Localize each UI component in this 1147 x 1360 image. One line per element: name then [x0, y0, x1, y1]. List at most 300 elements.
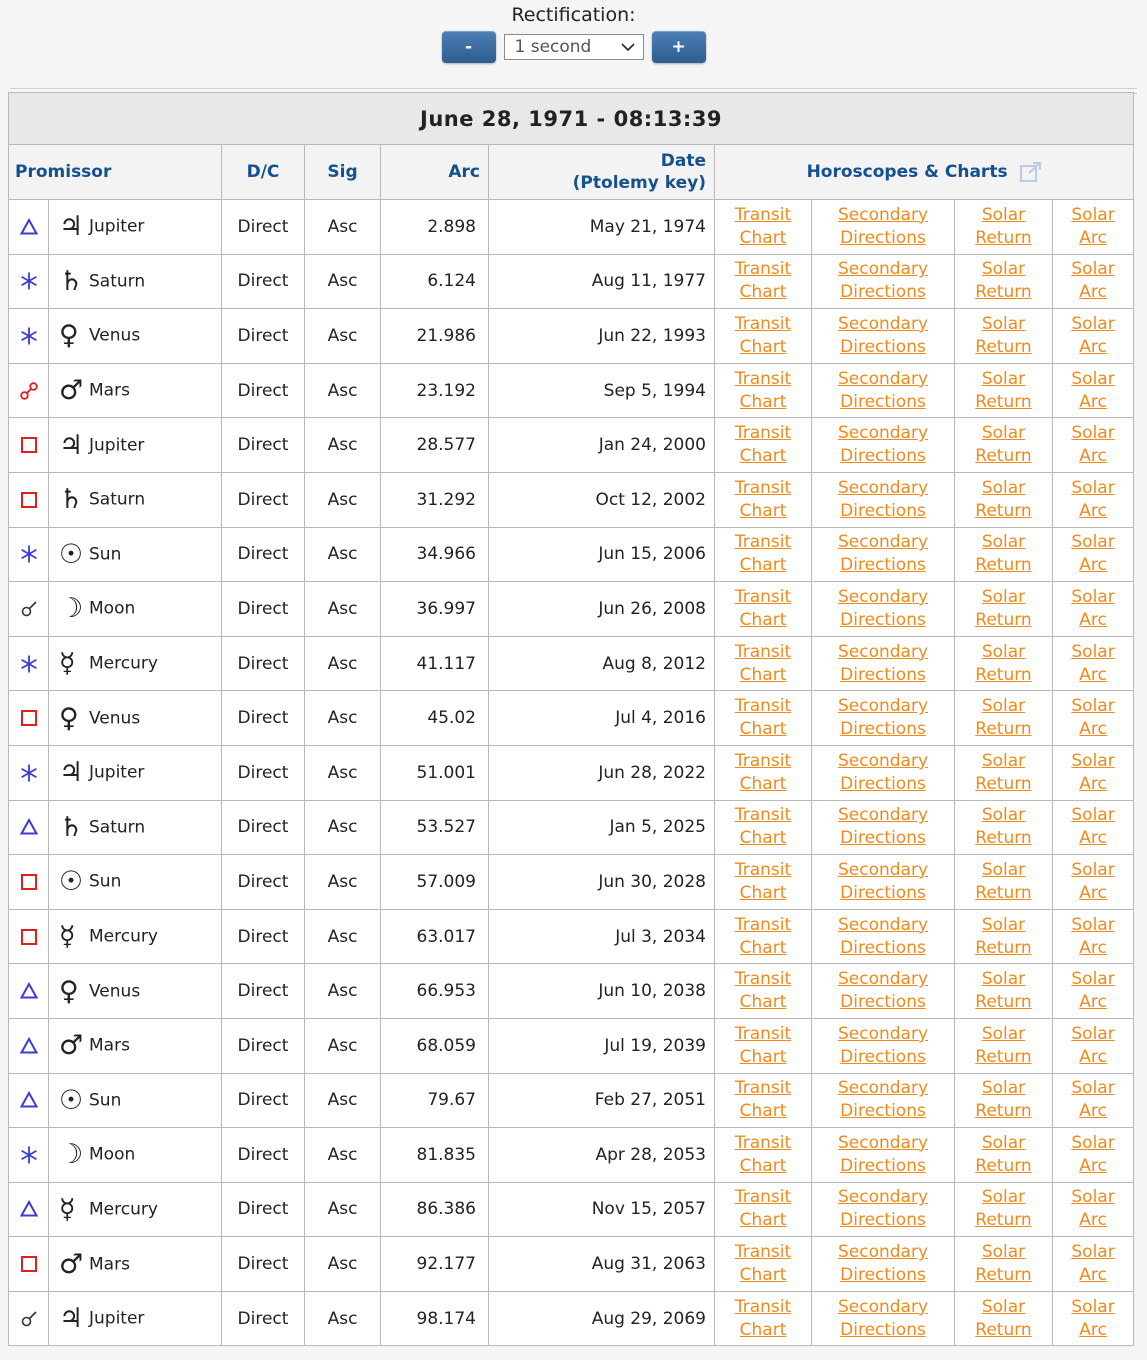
sig-cell: Asc — [305, 309, 381, 364]
link-line: Directions — [840, 882, 926, 903]
planet-name: Jupiter — [89, 435, 145, 456]
solar-return-cell — [955, 1073, 1053, 1128]
dc-cell: Direct — [222, 1237, 305, 1292]
secondary-directions-cell — [812, 582, 955, 637]
secondary-directions-link[interactable] — [838, 423, 928, 466]
rectify-plus-button[interactable]: + — [652, 31, 706, 63]
sig-cell: Asc — [305, 200, 381, 255]
dc-cell: Direct — [222, 909, 305, 964]
link-line: Chart — [739, 937, 787, 958]
solar-return-link[interactable] — [975, 860, 1031, 903]
sig-cell: Asc — [305, 1018, 381, 1073]
transit-chart-link[interactable] — [735, 369, 791, 412]
planet-cell — [49, 472, 222, 527]
date-cell: Jan 5, 2025 — [489, 800, 715, 855]
solar-return-link[interactable] — [975, 696, 1031, 739]
date-cell: Jun 28, 2022 — [489, 745, 715, 800]
planet-name: Mars — [89, 380, 130, 401]
link-line: Solar — [981, 914, 1026, 935]
solar-return-cell — [955, 1018, 1053, 1073]
arc-cell: 66.953 — [381, 964, 489, 1019]
planet-glyph-icon: ♂ — [59, 1030, 84, 1062]
transit-chart-link[interactable] — [735, 587, 791, 630]
solar-return-cell — [955, 636, 1053, 691]
link-line: Return — [975, 1155, 1032, 1176]
planet-cell — [49, 964, 222, 1019]
link-line: Transit — [734, 750, 792, 771]
link-line: Secondary — [837, 1078, 929, 1099]
table-row — [9, 1182, 1134, 1237]
secondary-directions-link[interactable] — [838, 969, 928, 1012]
link-line: Directions — [840, 828, 926, 849]
transit-chart-link[interactable] — [735, 1133, 791, 1176]
transit-chart-link[interactable] — [735, 1078, 791, 1121]
link-line: Chart — [739, 1155, 787, 1176]
secondary-directions-link[interactable] — [838, 1297, 928, 1340]
solar-return-link[interactable] — [975, 314, 1031, 357]
solar-return-cell — [955, 855, 1053, 910]
planet-glyph-icon: ♀ — [59, 702, 79, 734]
secondary-directions-link[interactable] — [838, 1133, 928, 1176]
secondary-directions-link[interactable] — [838, 478, 928, 521]
solar-arc-cell — [1053, 1073, 1134, 1128]
transit-chart-link[interactable] — [735, 259, 791, 302]
solar-arc-link[interactable] — [1071, 1187, 1114, 1230]
link-line: Chart — [739, 609, 787, 630]
planet-glyph-icon: ☉ — [59, 1084, 84, 1116]
rectification-controls — [0, 31, 1147, 63]
aspect-cell — [9, 1073, 49, 1128]
solar-arc-link[interactable] — [1071, 642, 1114, 685]
link-line: Secondary — [837, 805, 929, 826]
transit-chart-cell — [715, 691, 812, 746]
planet-cell — [49, 363, 222, 418]
transit-chart-link[interactable] — [735, 1297, 791, 1340]
rectify-step-select[interactable] — [504, 34, 644, 60]
solar-arc-link[interactable] — [1071, 1133, 1114, 1176]
external-link-icon[interactable] — [1020, 162, 1042, 182]
planet-glyph-icon: ♂ — [59, 375, 84, 407]
solar-arc-link[interactable] — [1071, 1078, 1114, 1121]
planet-name: Saturn — [89, 817, 146, 838]
link-line: Arc — [1079, 446, 1107, 467]
link-line: Chart — [739, 773, 787, 794]
solar-arc-link[interactable] — [1071, 969, 1114, 1012]
secondary-directions-cell — [812, 1018, 955, 1073]
transit-chart-link[interactable] — [735, 532, 791, 575]
solar-arc-link[interactable] — [1071, 314, 1114, 357]
square-icon — [20, 436, 38, 454]
sig-cell: Asc — [305, 1073, 381, 1128]
planet-name: Jupiter — [89, 762, 145, 783]
planet-cell — [49, 1291, 222, 1346]
aspect-cell — [9, 855, 49, 910]
planet-cell — [49, 691, 222, 746]
link-line: Return — [975, 937, 1032, 958]
solar-return-cell — [955, 363, 1053, 418]
solar-arc-cell — [1053, 582, 1134, 637]
link-line: Arc — [1079, 391, 1107, 412]
rectification-panel — [0, 0, 1147, 82]
table-row — [9, 254, 1134, 309]
link-line: Solar — [981, 805, 1026, 826]
secondary-directions-cell — [812, 1073, 955, 1128]
link-line: Secondary — [837, 1296, 929, 1317]
solar-return-link[interactable] — [975, 751, 1031, 794]
transit-chart-link[interactable] — [735, 1187, 791, 1230]
link-line: Directions — [840, 1155, 926, 1176]
transit-chart-link[interactable] — [735, 696, 791, 739]
link-line: Solar — [1071, 696, 1115, 717]
link-line: Return — [975, 555, 1032, 576]
aspect-cell — [9, 1182, 49, 1237]
aspect-cell — [9, 800, 49, 855]
secondary-directions-link[interactable] — [838, 1242, 928, 1285]
solar-arc-link[interactable] — [1071, 369, 1114, 412]
planet-glyph-icon: ♃ — [59, 429, 84, 461]
transit-chart-cell — [715, 1237, 812, 1292]
solar-return-link[interactable] — [975, 205, 1031, 248]
planet-glyph-icon: ☉ — [59, 866, 84, 898]
link-line: Transit — [734, 313, 792, 334]
trine-icon — [20, 982, 38, 1000]
square-icon — [20, 1255, 38, 1273]
planet-glyph-icon: ☿ — [59, 921, 76, 953]
planet-cell — [49, 745, 222, 800]
trine-icon — [20, 1200, 38, 1218]
link-line: Secondary — [837, 696, 929, 717]
solar-arc-link[interactable] — [1071, 751, 1114, 794]
rectify-minus-button[interactable]: - — [442, 31, 496, 63]
table-row — [9, 636, 1134, 691]
solar-return-cell — [955, 745, 1053, 800]
link-line: Chart — [739, 1210, 787, 1231]
solar-arc-link[interactable] — [1071, 1297, 1114, 1340]
secondary-directions-link[interactable] — [838, 1187, 928, 1230]
planet-glyph-icon: ♃ — [59, 211, 84, 243]
link-line: Directions — [840, 500, 926, 521]
table-row — [9, 1237, 1134, 1292]
square-icon — [20, 709, 38, 727]
link-line: Solar — [981, 1023, 1026, 1044]
planet-name: Mercury — [89, 653, 158, 674]
link-line: Return — [975, 282, 1032, 303]
transit-chart-link[interactable] — [735, 915, 791, 958]
solar-return-cell — [955, 1237, 1053, 1292]
solar-arc-link[interactable] — [1071, 259, 1114, 302]
solar-return-link[interactable] — [975, 1297, 1031, 1340]
solar-arc-cell — [1053, 964, 1134, 1019]
solar-arc-link[interactable] — [1071, 696, 1114, 739]
date-cell: Oct 12, 2002 — [489, 472, 715, 527]
solar-return-cell — [955, 1291, 1053, 1346]
link-line: Transit — [734, 1132, 792, 1153]
date-cell: Feb 27, 2051 — [489, 1073, 715, 1128]
date-cell: Jun 10, 2038 — [489, 964, 715, 1019]
transit-chart-link[interactable] — [735, 205, 791, 248]
link-line: Solar — [981, 368, 1026, 389]
planet-name: Sun — [89, 544, 122, 565]
solar-arc-cell — [1053, 418, 1134, 473]
link-line: Solar — [1071, 859, 1115, 880]
transit-chart-link[interactable] — [735, 642, 791, 685]
trine-icon — [20, 1091, 38, 1109]
secondary-directions-link[interactable] — [838, 205, 928, 248]
aspect-cell — [9, 363, 49, 418]
solar-return-cell — [955, 254, 1053, 309]
solar-return-link[interactable] — [975, 259, 1031, 302]
planet-name: Jupiter — [89, 1308, 145, 1329]
link-line: Return — [975, 1046, 1032, 1067]
link-line: Return — [975, 446, 1032, 467]
date-cell: Jun 26, 2008 — [489, 582, 715, 637]
solar-arc-cell — [1053, 309, 1134, 364]
table-row — [9, 418, 1134, 473]
planet-cell — [49, 909, 222, 964]
transit-chart-cell — [715, 745, 812, 800]
link-line: Directions — [840, 609, 926, 630]
dc-cell: Direct — [222, 855, 305, 910]
dc-cell: Direct — [222, 636, 305, 691]
planet-cell — [49, 855, 222, 910]
link-line: Transit — [734, 696, 792, 717]
planet-cell — [49, 1128, 222, 1183]
aspect-cell — [9, 309, 49, 364]
arc-cell: 51.001 — [381, 745, 489, 800]
secondary-directions-cell — [812, 964, 955, 1019]
solar-return-link[interactable] — [975, 642, 1031, 685]
dc-cell: Direct — [222, 309, 305, 364]
link-line: Directions — [840, 446, 926, 467]
aspect-cell — [9, 1291, 49, 1346]
table-row — [9, 527, 1134, 582]
solar-arc-link[interactable] — [1071, 478, 1114, 521]
link-line: Arc — [1079, 719, 1107, 740]
date-cell: Aug 31, 2063 — [489, 1237, 715, 1292]
secondary-directions-cell — [812, 745, 955, 800]
dc-cell: Direct — [222, 1073, 305, 1128]
solar-return-link[interactable] — [975, 1242, 1031, 1285]
solar-return-link[interactable] — [975, 369, 1031, 412]
solar-arc-link[interactable] — [1071, 860, 1114, 903]
secondary-directions-cell — [812, 909, 955, 964]
table-row — [9, 1018, 1134, 1073]
transit-chart-link[interactable] — [735, 423, 791, 466]
link-line: Solar — [981, 423, 1026, 444]
secondary-directions-link[interactable] — [838, 642, 928, 685]
solar-arc-cell — [1053, 855, 1134, 910]
link-line: Return — [975, 227, 1032, 248]
dc-cell: Direct — [222, 582, 305, 637]
secondary-directions-link[interactable] — [838, 751, 928, 794]
dc-cell: Direct — [222, 472, 305, 527]
solar-return-link[interactable] — [975, 1133, 1031, 1176]
table-row — [9, 800, 1134, 855]
solar-return-link[interactable] — [975, 1187, 1031, 1230]
sig-cell: Asc — [305, 800, 381, 855]
secondary-directions-cell — [812, 472, 955, 527]
transit-chart-cell — [715, 309, 812, 364]
table-row — [9, 363, 1134, 418]
link-line: Secondary — [837, 586, 929, 607]
rectify-step-value: 1 second — [514, 37, 592, 57]
sig-cell: Asc — [305, 1182, 381, 1237]
link-line: Directions — [840, 555, 926, 576]
transit-chart-cell — [715, 582, 812, 637]
link-line: Secondary — [837, 313, 929, 334]
arc-cell: 6.124 — [381, 254, 489, 309]
link-line: Secondary — [837, 423, 929, 444]
sig-cell: Asc — [305, 745, 381, 800]
solar-return-link[interactable] — [975, 478, 1031, 521]
aspect-cell — [9, 1237, 49, 1292]
transit-chart-link[interactable] — [735, 478, 791, 521]
link-line: Return — [975, 1210, 1032, 1231]
solar-arc-link[interactable] — [1071, 1024, 1114, 1067]
solar-arc-link[interactable] — [1071, 587, 1114, 630]
secondary-directions-link[interactable] — [838, 696, 928, 739]
link-line: Secondary — [837, 1132, 929, 1153]
planet-name: Sun — [89, 871, 122, 892]
planet-name: Moon — [89, 1144, 136, 1165]
planet-cell — [49, 254, 222, 309]
solar-arc-cell — [1053, 1128, 1134, 1183]
planet-glyph-icon: ☿ — [59, 648, 76, 680]
link-line: Return — [975, 828, 1032, 849]
solar-arc-link[interactable] — [1071, 205, 1114, 248]
opposition-icon — [20, 382, 38, 400]
secondary-directions-link[interactable] — [838, 860, 928, 903]
link-line: Directions — [840, 773, 926, 794]
aspect-cell — [9, 745, 49, 800]
table-row — [9, 855, 1134, 910]
link-line: Solar — [1071, 368, 1115, 389]
link-line: Transit — [734, 805, 792, 826]
arc-cell: 28.577 — [381, 418, 489, 473]
header-date-line2: (Ptolemy key) — [572, 173, 706, 193]
secondary-directions-link[interactable] — [838, 259, 928, 302]
solar-return-link[interactable] — [975, 915, 1031, 958]
link-line: Directions — [840, 937, 926, 958]
solar-arc-cell — [1053, 909, 1134, 964]
link-line: Transit — [734, 969, 792, 990]
solar-return-link[interactable] — [975, 587, 1031, 630]
secondary-directions-link[interactable] — [838, 1078, 928, 1121]
date-cell: Jan 24, 2000 — [489, 418, 715, 473]
transit-chart-link[interactable] — [735, 860, 791, 903]
solar-arc-cell — [1053, 254, 1134, 309]
secondary-directions-cell — [812, 855, 955, 910]
link-line: Directions — [840, 719, 926, 740]
transit-chart-link[interactable] — [735, 751, 791, 794]
sig-cell: Asc — [305, 855, 381, 910]
link-line: Chart — [739, 719, 787, 740]
square-icon — [20, 928, 38, 946]
link-line: Secondary — [837, 641, 929, 662]
transit-chart-link[interactable] — [735, 805, 791, 848]
link-line: Secondary — [837, 750, 929, 771]
solar-arc-link[interactable] — [1071, 532, 1114, 575]
table-row — [9, 200, 1134, 255]
arc-cell: 23.192 — [381, 363, 489, 418]
link-line: Transit — [734, 1078, 792, 1099]
solar-return-link[interactable] — [975, 1078, 1031, 1121]
planet-glyph-icon: ☉ — [59, 538, 84, 570]
date-cell: Jun 22, 1993 — [489, 309, 715, 364]
secondary-directions-link[interactable] — [838, 805, 928, 848]
solar-arc-link[interactable] — [1071, 1242, 1114, 1285]
planet-glyph-icon: ♂ — [59, 1248, 84, 1280]
link-line: Solar — [1071, 1023, 1115, 1044]
transit-chart-link[interactable] — [735, 1024, 791, 1067]
solar-return-link[interactable] — [975, 1024, 1031, 1067]
transit-chart-link[interactable] — [735, 969, 791, 1012]
arc-cell: 86.386 — [381, 1182, 489, 1237]
link-line: Solar — [981, 1296, 1026, 1317]
secondary-directions-link[interactable] — [838, 915, 928, 958]
link-line: Solar — [1071, 423, 1115, 444]
arc-cell: 92.177 — [381, 1237, 489, 1292]
solar-return-cell — [955, 582, 1053, 637]
arc-cell: 31.292 — [381, 472, 489, 527]
link-line: Solar — [1071, 204, 1115, 225]
transit-chart-link[interactable] — [735, 1242, 791, 1285]
transit-chart-cell — [715, 418, 812, 473]
link-line: Chart — [739, 282, 787, 303]
link-line: Solar — [1071, 532, 1115, 553]
date-cell: May 21, 1974 — [489, 200, 715, 255]
planet-name: Saturn — [89, 489, 146, 510]
link-line: Secondary — [837, 914, 929, 935]
transit-chart-link[interactable] — [735, 314, 791, 357]
link-line: Arc — [1079, 609, 1107, 630]
link-line: Solar — [1071, 969, 1115, 990]
planet-name: Saturn — [89, 271, 146, 292]
aspect-cell — [9, 691, 49, 746]
link-line: Arc — [1079, 773, 1107, 794]
link-line: Arc — [1079, 992, 1107, 1013]
transit-chart-cell — [715, 1291, 812, 1346]
transit-chart-cell — [715, 1128, 812, 1183]
solar-return-link[interactable] — [975, 805, 1031, 848]
solar-return-link[interactable] — [975, 423, 1031, 466]
solar-return-link[interactable] — [975, 532, 1031, 575]
planet-glyph-icon: ♀ — [59, 320, 79, 352]
secondary-directions-link[interactable] — [838, 587, 928, 630]
solar-arc-link[interactable] — [1071, 423, 1114, 466]
solar-arc-cell — [1053, 1182, 1134, 1237]
link-line: Return — [975, 1265, 1032, 1286]
date-cell: Aug 8, 2012 — [489, 636, 715, 691]
dc-cell: Direct — [222, 363, 305, 418]
dc-cell: Direct — [222, 254, 305, 309]
solar-return-link[interactable] — [975, 969, 1031, 1012]
transit-chart-cell — [715, 855, 812, 910]
solar-arc-link[interactable] — [1071, 805, 1114, 848]
link-line: Arc — [1079, 1046, 1107, 1067]
secondary-directions-link[interactable] — [838, 314, 928, 357]
secondary-directions-link[interactable] — [838, 1024, 928, 1067]
aspect-cell — [9, 254, 49, 309]
transit-chart-cell — [715, 909, 812, 964]
solar-return-cell — [955, 1128, 1053, 1183]
transit-chart-cell — [715, 800, 812, 855]
planet-glyph-icon: ♃ — [59, 757, 84, 789]
secondary-directions-link[interactable] — [838, 532, 928, 575]
solar-arc-link[interactable] — [1071, 915, 1114, 958]
link-line: Chart — [739, 992, 787, 1013]
secondary-directions-link[interactable] — [838, 369, 928, 412]
